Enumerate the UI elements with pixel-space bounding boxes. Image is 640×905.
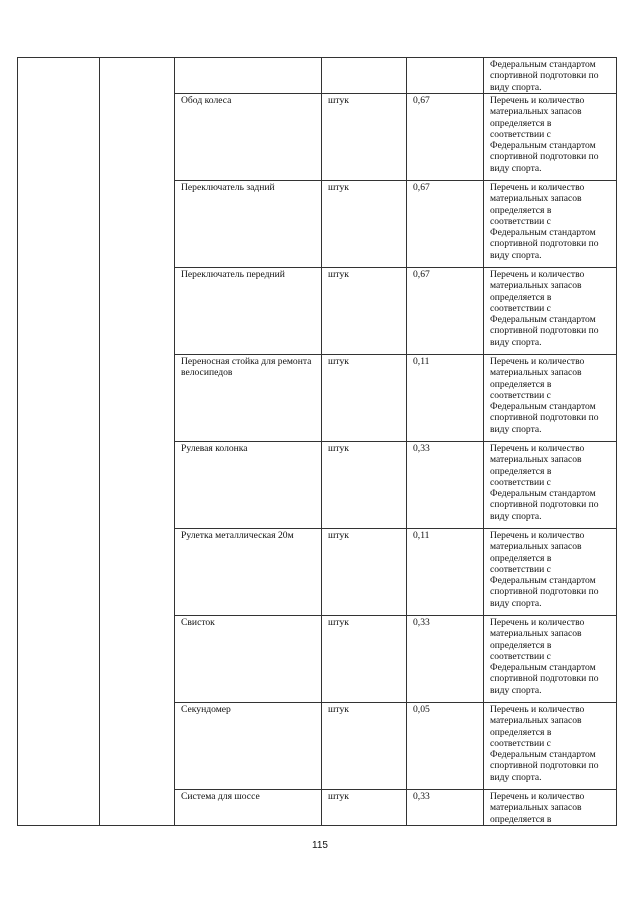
cell-unit: штук (322, 181, 407, 268)
table-row (18, 616, 617, 703)
cell-col2 (100, 529, 175, 616)
note-line: материальных запасов (490, 715, 582, 727)
note-line: виду спорта. (490, 336, 542, 348)
note-line: спортивной подготовки по (490, 325, 599, 337)
cell-qty: 0,11 (407, 355, 484, 442)
table-row-continuation (18, 58, 617, 94)
note-line: виду спорта. (490, 510, 542, 522)
cell-qty: 0,05 (407, 703, 484, 790)
cell-note (484, 616, 617, 703)
note-line: виду спорта. (490, 249, 542, 261)
note-line: соответствии с (490, 650, 551, 662)
note-line: спортивной подготовки по (490, 586, 599, 598)
note-line: спортивной подготовки по (490, 412, 599, 424)
cell-col1 (18, 529, 100, 616)
table-row (18, 790, 617, 826)
cell-col1 (18, 58, 100, 94)
cell-name: Система для шоссе (175, 790, 322, 826)
cell-qty: 0,67 (407, 94, 484, 181)
note-line: определяется в (490, 465, 552, 477)
note-line: материальных запасов (490, 367, 582, 379)
note-line: определяется в (490, 639, 552, 651)
cell-name: Рулетка металлическая 20м (175, 529, 322, 616)
table-row (18, 529, 617, 616)
note-line: определяется в (490, 726, 552, 738)
note-line: Федеральным стандартом (490, 575, 596, 587)
note-line: соответствии с (490, 389, 551, 401)
cell-note (484, 268, 617, 355)
cell-note (484, 181, 617, 268)
cell-name: Секундомер (175, 703, 322, 790)
note-line: Федеральным стандартом (490, 227, 596, 239)
cell-qty (407, 58, 484, 94)
cell-col1 (18, 442, 100, 529)
note-line: Перечень и количество (490, 530, 585, 541)
table-row (18, 268, 617, 355)
cell-qty: 0,67 (407, 181, 484, 268)
cell-unit: штук (322, 442, 407, 529)
table-row (18, 703, 617, 790)
cell-col2 (100, 181, 175, 268)
note-line: соответствии с (490, 302, 551, 314)
cell-col2 (100, 94, 175, 181)
cell-note (484, 703, 617, 790)
cell-note (484, 790, 617, 826)
cell-qty: 0,33 (407, 442, 484, 529)
note-line: определяется в (490, 291, 552, 303)
cell-col2 (100, 355, 175, 442)
note-line: спортивной подготовки по (490, 499, 599, 511)
cell-note (484, 529, 617, 616)
note-line: Перечень и количество (490, 617, 585, 628)
note-line: материальных запасов (490, 193, 582, 205)
note-line: Перечень и количество (490, 791, 585, 802)
cell-qty: 0,11 (407, 529, 484, 616)
note-line: материальных запасов (490, 106, 582, 118)
note-line: материальных запасов (490, 628, 582, 640)
note-line: виду спорта. (490, 771, 542, 783)
note-line: Федеральным стандартом (490, 140, 596, 152)
cell-unit: штук (322, 529, 407, 616)
note-line: соответствии с (490, 563, 551, 575)
cell-unit (322, 58, 407, 94)
cell-col2 (100, 703, 175, 790)
cell-qty: 0,33 (407, 616, 484, 703)
cell-col1 (18, 268, 100, 355)
cell-qty: 0,33 (407, 790, 484, 826)
note-line: Перечень и количество (490, 356, 585, 367)
cell-col1 (18, 703, 100, 790)
note-line: виду спорта. (490, 423, 542, 435)
materials-table (17, 57, 617, 826)
cell-col1 (18, 790, 100, 826)
note-line: соответствии с (490, 476, 551, 488)
note-line: спортивной подготовки по (490, 238, 599, 250)
note-line: соответствии с (490, 215, 551, 227)
table-row (18, 181, 617, 268)
table-row (18, 355, 617, 442)
cell-col2 (100, 268, 175, 355)
cell-unit: штук (322, 355, 407, 442)
table-row (18, 94, 617, 181)
cell-col1 (18, 181, 100, 268)
note-line: Федеральным стандартом (490, 488, 596, 500)
cell-note (484, 355, 617, 442)
cell-note (484, 94, 617, 181)
note-line: материальных запасов (490, 454, 582, 466)
note-line: Перечень и количество (490, 443, 585, 454)
note-line: Перечень и количество (490, 182, 585, 193)
note-line: Федеральным стандартом (490, 314, 596, 326)
note-line: спортивной подготовки по (490, 760, 599, 772)
cell-col2 (100, 442, 175, 529)
cell-note (484, 442, 617, 529)
cell-name: Рулевая колонка (175, 442, 322, 529)
cell-unit: штук (322, 616, 407, 703)
cell-name: Переключатель передний (175, 268, 322, 355)
note-line: виду спорта. (490, 81, 542, 93)
note-line: Перечень и количество (490, 269, 585, 280)
cell-qty: 0,67 (407, 268, 484, 355)
cell-col1 (18, 616, 100, 703)
cell-unit: штук (322, 268, 407, 355)
note-line: определяется в (490, 813, 552, 825)
table-row (18, 442, 617, 529)
note-line: Федеральным стандартом (490, 749, 596, 761)
note-line: спортивной подготовки по (490, 70, 599, 82)
cell-note (484, 58, 617, 94)
note-line: виду спорта. (490, 162, 542, 174)
note-line: Перечень и количество (490, 704, 585, 715)
note-line: спортивной подготовки по (490, 151, 599, 163)
cell-unit: штук (322, 703, 407, 790)
note-line: виду спорта. (490, 597, 542, 609)
cell-name: Переносная стойка для ремонта велосипедов (175, 355, 322, 442)
note-line: соответствии с (490, 128, 551, 140)
note-line: определяется в (490, 204, 552, 216)
cell-col1 (18, 355, 100, 442)
cell-name (175, 58, 322, 94)
note-line: определяется в (490, 117, 552, 129)
note-line: виду спорта. (490, 684, 542, 696)
note-line: определяется в (490, 378, 552, 390)
note-line: Федеральным стандартом (490, 401, 596, 413)
cell-unit: штук (322, 790, 407, 826)
cell-name: Переключатель задний (175, 181, 322, 268)
cell-col1 (18, 94, 100, 181)
cell-col2 (100, 58, 175, 94)
note-line: материальных запасов (490, 802, 582, 814)
cell-col2 (100, 616, 175, 703)
note-line: Федеральным стандартом (490, 662, 596, 674)
note-line: Федеральным стандартом (490, 59, 596, 70)
page-number: 115 (312, 840, 328, 851)
note-line: Перечень и количество (490, 95, 585, 106)
note-line: материальных запасов (490, 541, 582, 553)
cell-name: Свисток (175, 616, 322, 703)
note-line: материальных запасов (490, 280, 582, 292)
note-line: соответствии с (490, 737, 551, 749)
cell-name: Обод колеса (175, 94, 322, 181)
note-line: спортивной подготовки по (490, 673, 599, 685)
cell-unit: штук (322, 94, 407, 181)
note-line: определяется в (490, 552, 552, 564)
cell-col2 (100, 790, 175, 826)
